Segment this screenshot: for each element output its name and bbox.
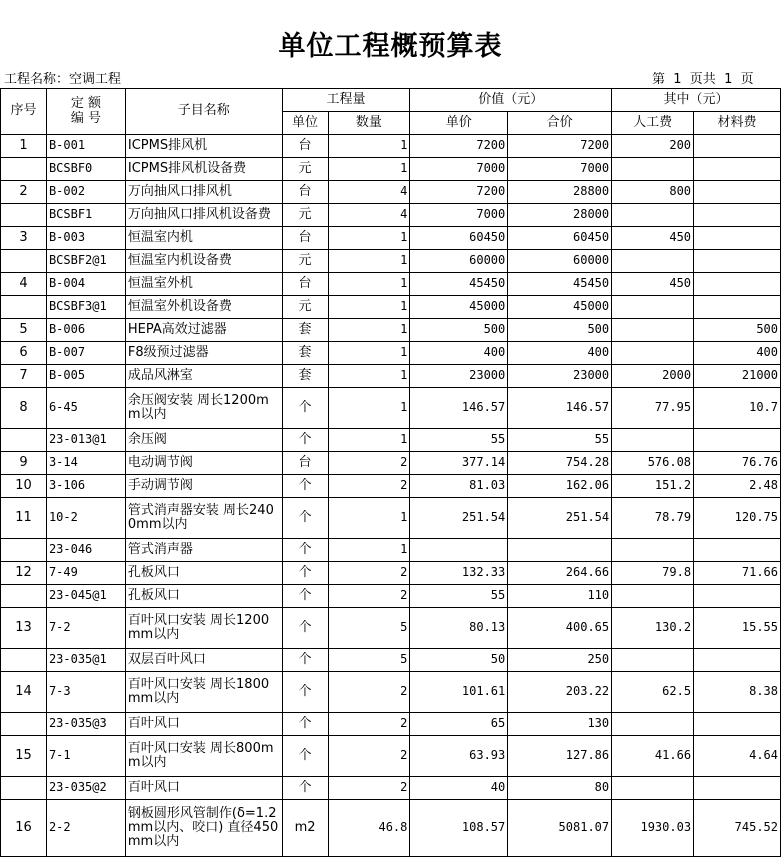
cell-total-price: 5081.07 <box>508 800 612 857</box>
cell-qty: 1 <box>328 319 410 342</box>
cell-quota-code: B-003 <box>46 227 125 250</box>
cell-unit-price: 60450 <box>410 227 508 250</box>
cell-unit: 台 <box>282 135 328 158</box>
cell-qty: 2 <box>328 452 410 475</box>
cell-labor <box>612 158 694 181</box>
cell-item-name: 百叶风口 <box>125 777 282 800</box>
table-row <box>1 562 781 585</box>
cell-unit: 个 <box>282 649 328 672</box>
cell-unit-price: 101.61 <box>410 672 508 713</box>
cell-material: 2.48 <box>694 475 781 498</box>
cell-unit: 元 <box>282 158 328 181</box>
cell-item-name: 手动调节阀 <box>125 475 282 498</box>
table-row <box>1 250 781 273</box>
cell-total-price: 251.54 <box>508 498 612 539</box>
cell-total-price: 400.65 <box>508 608 612 649</box>
cell-item-name: 恒温室内机 <box>125 227 282 250</box>
cell-labor: 79.8 <box>612 562 694 585</box>
cell-item-name: HEPA高效过滤器 <box>125 319 282 342</box>
cell-seq <box>1 777 47 800</box>
cell-item-name: 百叶风口安装 周长800mm以内 <box>125 736 282 777</box>
cell-unit: 个 <box>282 608 328 649</box>
cell-material <box>694 713 781 736</box>
cell-qty: 2 <box>328 777 410 800</box>
cell-seq <box>1 713 47 736</box>
cell-material: 4.64 <box>694 736 781 777</box>
cell-total-price: 45000 <box>508 296 612 319</box>
cell-item-name: ICPMS排风机 <box>125 135 282 158</box>
cell-seq: 13 <box>1 608 47 649</box>
cell-total-price: 500 <box>508 319 612 342</box>
cell-material <box>694 158 781 181</box>
cell-quota-code: 23-035@3 <box>46 713 125 736</box>
cell-seq: 12 <box>1 562 47 585</box>
header-material: 材料费 <box>694 112 781 135</box>
cell-labor: 130.2 <box>612 608 694 649</box>
cell-unit: 个 <box>282 388 328 429</box>
cell-material: 76.76 <box>694 452 781 475</box>
cell-qty: 1 <box>328 365 410 388</box>
cell-material: 8.38 <box>694 672 781 713</box>
page-title: 单位工程概预算表 <box>278 31 503 62</box>
cell-unit: 台 <box>282 452 328 475</box>
cell-unit-price: 108.57 <box>410 800 508 857</box>
cell-quota-code: 7-3 <box>46 672 125 713</box>
table-row <box>1 713 781 736</box>
table-row <box>1 227 781 250</box>
cell-item-name: 百叶风口 <box>125 713 282 736</box>
cell-total-price: 60450 <box>508 227 612 250</box>
cell-item-name: 恒温室内机设备费 <box>125 250 282 273</box>
cell-unit-price: 45450 <box>410 273 508 296</box>
cell-unit: 套 <box>282 342 328 365</box>
cell-material: 400 <box>694 342 781 365</box>
cell-qty: 1 <box>328 498 410 539</box>
cell-unit: 元 <box>282 204 328 227</box>
cell-seq: 7 <box>1 365 47 388</box>
cell-qty: 1 <box>328 135 410 158</box>
cell-seq <box>1 429 47 452</box>
cell-quota-code: B-005 <box>46 365 125 388</box>
cell-material <box>694 204 781 227</box>
cell-qty: 2 <box>328 585 410 608</box>
cell-labor <box>612 319 694 342</box>
cell-qty: 1 <box>328 429 410 452</box>
table-row <box>1 649 781 672</box>
cell-labor <box>612 296 694 319</box>
cell-quota-code: B-001 <box>46 135 125 158</box>
cell-unit-price: 40 <box>410 777 508 800</box>
cell-seq: 1 <box>1 135 47 158</box>
cell-qty: 1 <box>328 388 410 429</box>
cell-labor: 576.08 <box>612 452 694 475</box>
cell-unit-price: 65 <box>410 713 508 736</box>
cell-unit-price: 50 <box>410 649 508 672</box>
cell-labor <box>612 713 694 736</box>
table-row <box>1 135 781 158</box>
cell-material <box>694 273 781 296</box>
cell-material <box>694 539 781 562</box>
cell-total-price: 146.57 <box>508 388 612 429</box>
cell-quota-code: B-007 <box>46 342 125 365</box>
cell-item-name: 电动调节阀 <box>125 452 282 475</box>
cell-unit-price: 500 <box>410 319 508 342</box>
cell-unit-price: 80.13 <box>410 608 508 649</box>
cell-unit-price: 132.33 <box>410 562 508 585</box>
cell-material: 71.66 <box>694 562 781 585</box>
cell-seq <box>1 204 47 227</box>
cell-quota-code: BCSBF1 <box>46 204 125 227</box>
table-row <box>1 475 781 498</box>
cell-material <box>694 585 781 608</box>
cell-item-name: 恒温室外机 <box>125 273 282 296</box>
cell-seq: 15 <box>1 736 47 777</box>
cell-qty: 1 <box>328 273 410 296</box>
cell-labor: 1930.03 <box>612 800 694 857</box>
cell-qty: 5 <box>328 649 410 672</box>
cell-unit-price: 63.93 <box>410 736 508 777</box>
cell-quota-code: B-002 <box>46 181 125 204</box>
cell-total-price: 7200 <box>508 135 612 158</box>
cell-total-price: 754.28 <box>508 452 612 475</box>
cell-total-price: 250 <box>508 649 612 672</box>
cell-total-price: 400 <box>508 342 612 365</box>
cell-total-price: 23000 <box>508 365 612 388</box>
table-row <box>1 342 781 365</box>
cell-item-name: F8级预过滤器 <box>125 342 282 365</box>
cell-quota-code: BCSBF2@1 <box>46 250 125 273</box>
cell-qty: 2 <box>328 672 410 713</box>
cell-unit-price: 400 <box>410 342 508 365</box>
cell-quota-code: 23-035@2 <box>46 777 125 800</box>
cell-item-name: 万向抽风口排风机设备费 <box>125 204 282 227</box>
cell-labor <box>612 539 694 562</box>
cell-total-price: 130 <box>508 713 612 736</box>
cell-seq: 11 <box>1 498 47 539</box>
cell-unit: 元 <box>282 250 328 273</box>
cell-quota-code: 7-1 <box>46 736 125 777</box>
cell-seq <box>1 296 47 319</box>
cell-unit: 个 <box>282 498 328 539</box>
cell-seq: 2 <box>1 181 47 204</box>
cell-unit: m2 <box>282 800 328 857</box>
budget-table <box>0 88 781 857</box>
cell-labor <box>612 585 694 608</box>
header-value-group: 价值（元） <box>410 89 612 112</box>
cell-unit-price: 146.57 <box>410 388 508 429</box>
cell-labor: 78.79 <box>612 498 694 539</box>
cell-qty: 1 <box>328 227 410 250</box>
cell-labor: 2000 <box>612 365 694 388</box>
cell-labor: 41.66 <box>612 736 694 777</box>
header-unit-price: 单价 <box>410 112 508 135</box>
cell-seq: 4 <box>1 273 47 296</box>
cell-item-name: 钢板圆形风管制作(δ=1.2mm以内、咬口) 直径450mm以内 <box>125 800 282 857</box>
table-row <box>1 452 781 475</box>
cell-seq: 9 <box>1 452 47 475</box>
cell-seq: 6 <box>1 342 47 365</box>
cell-unit-price: 251.54 <box>410 498 508 539</box>
cell-material: 21000 <box>694 365 781 388</box>
cell-seq: 5 <box>1 319 47 342</box>
cell-unit: 台 <box>282 181 328 204</box>
cell-unit: 套 <box>282 319 328 342</box>
cell-material <box>694 777 781 800</box>
cell-seq <box>1 649 47 672</box>
cell-labor <box>612 250 694 273</box>
cell-total-price: 45450 <box>508 273 612 296</box>
cell-unit: 个 <box>282 777 328 800</box>
cell-labor: 151.2 <box>612 475 694 498</box>
cell-quota-code: 10-2 <box>46 498 125 539</box>
cell-quota-code: 23-046 <box>46 539 125 562</box>
cell-total-price: 203.22 <box>508 672 612 713</box>
cell-unit-price: 23000 <box>410 365 508 388</box>
table-row <box>1 498 781 539</box>
table-row <box>1 429 781 452</box>
cell-item-name: 恒温室外机设备费 <box>125 296 282 319</box>
cell-unit-price: 55 <box>410 585 508 608</box>
cell-quota-code: BCSBF3@1 <box>46 296 125 319</box>
table-row <box>1 181 781 204</box>
cell-labor <box>612 649 694 672</box>
cell-unit-price: 7200 <box>410 181 508 204</box>
cell-quota-code: B-006 <box>46 319 125 342</box>
cell-item-name: 百叶风口安装 周长1800mm以内 <box>125 672 282 713</box>
cell-quota-code: 23-045@1 <box>46 585 125 608</box>
cell-material <box>694 135 781 158</box>
cell-material: 15.55 <box>694 608 781 649</box>
cell-material <box>694 227 781 250</box>
cell-seq: 3 <box>1 227 47 250</box>
cell-qty: 4 <box>328 204 410 227</box>
cell-labor: 200 <box>612 135 694 158</box>
cell-material <box>694 429 781 452</box>
cell-unit: 个 <box>282 736 328 777</box>
cell-unit-price: 7000 <box>410 158 508 181</box>
cell-qty: 1 <box>328 296 410 319</box>
cell-material: 745.52 <box>694 800 781 857</box>
cell-quota-code: 23-013@1 <box>46 429 125 452</box>
cell-item-name: ICPMS排风机设备费 <box>125 158 282 181</box>
cell-quota-code: 6-45 <box>46 388 125 429</box>
cell-material: 10.7 <box>694 388 781 429</box>
cell-unit: 元 <box>282 296 328 319</box>
header-item-name: 子目名称 <box>125 89 282 135</box>
table-row <box>1 800 781 857</box>
cell-qty: 4 <box>328 181 410 204</box>
cell-item-name: 万向抽风口排风机 <box>125 181 282 204</box>
cell-total-price: 264.66 <box>508 562 612 585</box>
cell-quota-code: 3-106 <box>46 475 125 498</box>
cell-unit-price <box>410 539 508 562</box>
cell-unit: 个 <box>282 539 328 562</box>
cell-item-name: 孔板风口 <box>125 585 282 608</box>
cell-qty: 1 <box>328 158 410 181</box>
cell-qty: 1 <box>328 250 410 273</box>
cell-labor <box>612 342 694 365</box>
cell-qty: 2 <box>328 475 410 498</box>
cell-item-name: 余压阀 <box>125 429 282 452</box>
cell-labor: 450 <box>612 273 694 296</box>
cell-total-price: 28800 <box>508 181 612 204</box>
table-row <box>1 539 781 562</box>
cell-labor <box>612 777 694 800</box>
cell-unit-price: 377.14 <box>410 452 508 475</box>
cell-item-name: 余压阀安装 周长1200mm以内 <box>125 388 282 429</box>
cell-unit-price: 7000 <box>410 204 508 227</box>
cell-total-price: 55 <box>508 429 612 452</box>
cell-item-name: 孔板风口 <box>125 562 282 585</box>
header-seq: 序号 <box>1 89 47 135</box>
table-row <box>1 273 781 296</box>
cell-seq <box>1 158 47 181</box>
cell-seq: 14 <box>1 672 47 713</box>
cell-qty: 2 <box>328 713 410 736</box>
table-row <box>1 672 781 713</box>
cell-unit-price: 60000 <box>410 250 508 273</box>
cell-unit: 台 <box>282 273 328 296</box>
cell-quota-code: 23-035@1 <box>46 649 125 672</box>
table-body <box>1 135 781 857</box>
table-row <box>1 608 781 649</box>
table-row <box>1 365 781 388</box>
table-row <box>1 585 781 608</box>
cell-item-name: 百叶风口安装 周长1200mm以内 <box>125 608 282 649</box>
cell-qty: 5 <box>328 608 410 649</box>
cell-seq <box>1 539 47 562</box>
cell-quota-code: 7-49 <box>46 562 125 585</box>
page-info: 第 1 页共 1 页 <box>652 72 754 87</box>
header-among-group: 其中（元） <box>612 89 781 112</box>
cell-total-price: 28000 <box>508 204 612 227</box>
table-row <box>1 204 781 227</box>
cell-labor: 450 <box>612 227 694 250</box>
cell-material: 500 <box>694 319 781 342</box>
cell-unit: 个 <box>282 672 328 713</box>
cell-labor: 77.95 <box>612 388 694 429</box>
cell-unit-price: 81.03 <box>410 475 508 498</box>
cell-seq: 10 <box>1 475 47 498</box>
cell-seq <box>1 585 47 608</box>
cell-qty: 2 <box>328 562 410 585</box>
cell-unit-price: 45000 <box>410 296 508 319</box>
cell-labor: 800 <box>612 181 694 204</box>
table-row <box>1 158 781 181</box>
cell-total-price: 60000 <box>508 250 612 273</box>
project-name: 工程名称：空调工程 <box>4 72 122 87</box>
cell-qty: 2 <box>328 736 410 777</box>
cell-labor <box>612 429 694 452</box>
header-quota-line1: 定 额 <box>70 96 101 112</box>
cell-total-price: 80 <box>508 777 612 800</box>
header-qty: 数量 <box>328 112 410 135</box>
cell-material: 120.75 <box>694 498 781 539</box>
cell-seq <box>1 250 47 273</box>
cell-total-price <box>508 539 612 562</box>
table-row <box>1 319 781 342</box>
cell-total-price: 110 <box>508 585 612 608</box>
cell-seq: 16 <box>1 800 47 857</box>
table-row <box>1 296 781 319</box>
header-labor: 人工费 <box>612 112 694 135</box>
header-quota-code <box>46 89 125 135</box>
cell-seq: 8 <box>1 388 47 429</box>
cell-item-name: 双层百叶风口 <box>125 649 282 672</box>
header-unit: 单位 <box>282 112 328 135</box>
header-total-price: 合价 <box>508 112 612 135</box>
cell-total-price: 7000 <box>508 158 612 181</box>
table-row <box>1 736 781 777</box>
cell-quota-code: 7-2 <box>46 608 125 649</box>
cell-quota-code: 3-14 <box>46 452 125 475</box>
cell-unit: 个 <box>282 585 328 608</box>
cell-total-price: 162.06 <box>508 475 612 498</box>
cell-unit: 个 <box>282 475 328 498</box>
cell-labor <box>612 204 694 227</box>
cell-quota-code: BCSBF0 <box>46 158 125 181</box>
cell-unit-price: 7200 <box>410 135 508 158</box>
cell-labor: 62.5 <box>612 672 694 713</box>
table-row <box>1 388 781 429</box>
cell-material <box>694 181 781 204</box>
cell-material <box>694 296 781 319</box>
cell-qty: 46.8 <box>328 800 410 857</box>
header-quantity-group: 工程量 <box>282 89 410 112</box>
header-quota-line2: 编 号 <box>70 110 101 126</box>
cell-qty: 1 <box>328 342 410 365</box>
cell-qty: 1 <box>328 539 410 562</box>
cell-material <box>694 649 781 672</box>
cell-unit: 个 <box>282 562 328 585</box>
cell-quota-code: 2-2 <box>46 800 125 857</box>
table-row <box>1 777 781 800</box>
cell-unit-price: 55 <box>410 429 508 452</box>
cell-item-name: 管式消声器 <box>125 539 282 562</box>
cell-material <box>694 250 781 273</box>
cell-item-name: 管式消声器安装 周长2400mm以内 <box>125 498 282 539</box>
cell-unit: 个 <box>282 429 328 452</box>
cell-quota-code: B-004 <box>46 273 125 296</box>
cell-unit: 套 <box>282 365 328 388</box>
cell-unit: 台 <box>282 227 328 250</box>
cell-unit: 个 <box>282 713 328 736</box>
cell-item-name: 成品风淋室 <box>125 365 282 388</box>
cell-total-price: 127.86 <box>508 736 612 777</box>
